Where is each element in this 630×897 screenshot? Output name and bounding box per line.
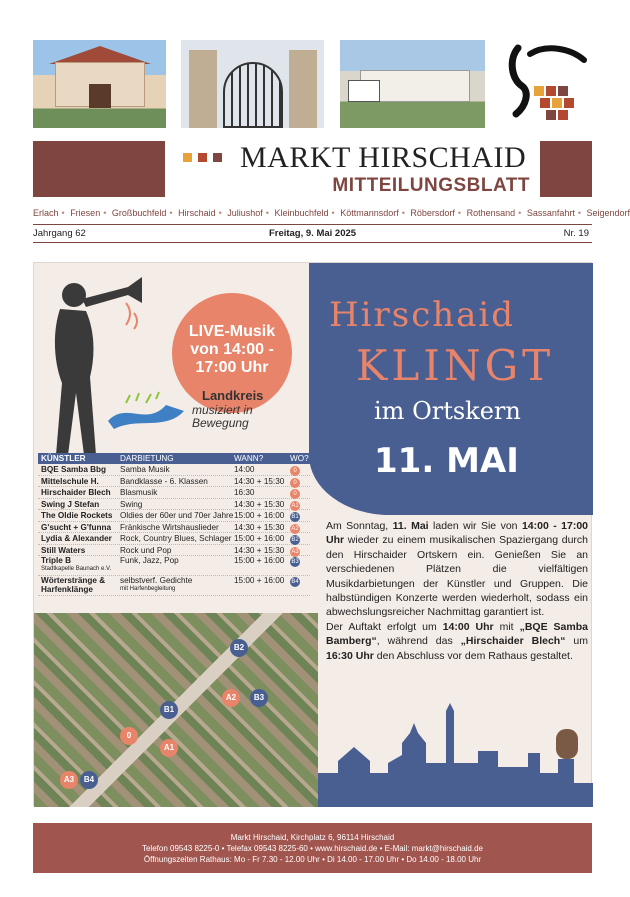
cell-time: 15:00 + 16:00 (234, 556, 285, 565)
act-subline: mit Harfenbegleitung (120, 586, 176, 592)
footer-contact (33, 823, 592, 873)
cell-time: 15:00 + 16:00 (234, 576, 285, 585)
location-badge: A1 (291, 502, 299, 509)
cell-act: Samba Musik (120, 465, 170, 474)
location-badge: B1 (291, 514, 299, 520)
village: Sassanfahrt (526, 208, 575, 218)
landkreis-sub-2: Bewegung (192, 416, 249, 430)
text-run-bold: 16:30 Uhr (326, 649, 374, 662)
text-run-bold: 11. Mai (392, 520, 429, 532)
issue-date: Freitag, 9. Mai 2025 (268, 228, 357, 239)
live-line-3: 17:00 Uhr (195, 359, 269, 376)
accent-square-1 (183, 153, 192, 162)
text-run-bold: 14:00 - 17:00 Uhr (326, 520, 588, 547)
cell-artist (38, 556, 120, 575)
table-row (38, 499, 310, 511)
program-table-header (38, 453, 310, 464)
map-marker: A2 (222, 689, 240, 707)
map-marker: B3 (250, 689, 268, 707)
map-marker: B1 (160, 701, 178, 719)
cell-artist: Hirschaider Blech (41, 488, 111, 497)
text-run: Am Sonntag, (326, 520, 393, 532)
table-row (38, 464, 310, 476)
landkreis-sub-1: musiziert in (192, 403, 253, 417)
trumpeter-silhouette-icon (42, 273, 152, 463)
cell-time: 16:30 (234, 488, 255, 497)
table-row (38, 545, 310, 557)
cell-time: 14:00 (234, 465, 255, 474)
poster-headline-2: KLINGT (356, 341, 555, 390)
text-run-bold: „BQE Samba Bamberg“ (326, 620, 588, 648)
table-row (38, 576, 310, 596)
text-run: den Abschluss vor dem Rathaus gestaltet. (373, 649, 573, 662)
location-badge: B3 (291, 559, 299, 565)
location-badge: A3 (291, 548, 299, 555)
map-marker: 0 (120, 727, 138, 745)
table-row (38, 522, 310, 534)
cell-artist: BQE Samba Bbg (41, 465, 107, 474)
map-marker: B4 (80, 771, 98, 789)
location-badge: 0 (290, 478, 300, 488)
cell-act: Fränkische Wirtshauslieder (120, 522, 219, 532)
table-row (38, 510, 310, 522)
artist-subline: Harfenklänge (41, 585, 93, 594)
col-artist: KÜNSTLER (41, 454, 86, 463)
landkreis-title: Landkreis (202, 388, 264, 403)
text-run: mit (493, 620, 520, 633)
accent-squares (183, 153, 222, 162)
text-run-bold: 14:00 Uhr (442, 620, 494, 633)
col-time: WANN? (234, 454, 264, 463)
village: Rothensand (466, 208, 516, 218)
cell-act: Bandklasse - 6. Klassen (120, 476, 208, 486)
cell-act (120, 576, 234, 595)
title-bar-right (540, 141, 592, 197)
program-table (38, 453, 310, 596)
text-run: Der Auftakt erfolgt um (326, 620, 443, 633)
sign-shape (348, 80, 380, 102)
gate-post-right (289, 50, 317, 128)
accent-square-3 (213, 153, 222, 162)
cell-artist: G'sucht + G'funna (41, 522, 112, 532)
text-run: um (565, 635, 588, 648)
photo-gate (181, 40, 324, 128)
live-line-2: von 14:00 - (190, 341, 274, 358)
landkreis-logo-icon (106, 391, 186, 431)
footer-contact-line: Telefon 09543 8225-0 • Telefax 09543 8225-60 • www.hirschaid.de • E-Mail: markt@hirschaid.de (141, 844, 483, 853)
cell-time: 15:00 + 16:00 (234, 534, 285, 543)
location-badge: B2 (291, 537, 299, 543)
cell-act: Swing (120, 499, 143, 509)
village: Hirschaid (178, 208, 216, 218)
village: Seigendorf (586, 208, 630, 218)
text-run: , während das (376, 635, 461, 648)
village: Erlach (33, 208, 59, 218)
landkreis-subtitle (192, 404, 253, 430)
photo-modern-building (340, 40, 485, 128)
cell-artist (38, 576, 120, 595)
footer-opening-hours: Öffnungszeiten Rathaus: Mo - Fr 7.30 - 12.00 Uhr • Di 14.00 - 17.00 Uhr • Do 14.00 - 18.00 Uhr (143, 855, 482, 864)
cell-act: Funk, Jazz, Pop (120, 556, 179, 565)
map-marker: A1 (160, 739, 178, 757)
cell-artist: Swing J Stefan (41, 499, 100, 509)
title-bar-left (33, 141, 165, 197)
iron-gate (223, 62, 283, 128)
village: Köttmannsdorf (340, 208, 399, 218)
location-badge: A2 (291, 525, 299, 532)
text-run: laden wir Sie von (428, 520, 522, 532)
artist-subline: Stadtkapelle Baunach e.V. (41, 566, 112, 572)
text-run: wieder zu einem musikalischen Spaziergang durch den Hirschaider Ortskern ein. Genießen Sie an verschiedenen Plätzen die vielfältigen Musikdarbietungen der Künstler und Gruppen. Die halbstündigen Konzerte werden wiederholt, sodass ein abwechslungsreicher Nachmittag garantiert ist. (326, 534, 588, 619)
accent-square-2 (198, 153, 207, 162)
town-skyline-icon (318, 703, 593, 807)
cell-act: Rock und Pop (120, 545, 172, 555)
paragraph-1 (326, 519, 588, 620)
hirschaid-logo-icon (500, 40, 592, 128)
cell-time: 14:30 + 15:30 (234, 476, 285, 486)
cell-time: 14:30 + 15:30 (234, 545, 285, 555)
cell-artist: Mittelschule H. (41, 476, 99, 486)
text-run-bold: „Hirschaider Blech“ (460, 635, 566, 648)
poster-headline-1: Hirschaid (329, 295, 516, 335)
issue-volume: Jahrgang 62 (33, 228, 86, 239)
cell-time: 14:30 + 15:30 (234, 499, 285, 509)
photo-town-hall (33, 40, 166, 128)
col-loc: WO? (290, 454, 309, 463)
artist-name: Wörterstränge & (41, 576, 106, 585)
event-description (326, 519, 588, 663)
cell-act: Blasmusik (120, 488, 158, 497)
cell-artist: The Oldie Rockets (41, 511, 113, 520)
footer-address: Markt Hirschaid, Kirchplatz 6, 96114 Hirschaid (230, 833, 395, 842)
table-row (38, 533, 310, 545)
village: Röbersdorf (410, 208, 455, 218)
masthead-subtitle: MITTEILUNGSBLATT (332, 175, 530, 196)
masthead-title: MARKT HIRSCHAID (240, 141, 527, 174)
poster-headline-3: im Ortskern (374, 397, 521, 425)
village-list: Erlach • Friesen • Großbuchfeld • Hirschaid • Juliushof • Kleinbuchfeld • Köttmannsdorf • Röbersdorf • Rothensand • Sassanfahrt • Seigendorf (33, 208, 630, 218)
act-name: selbstverf. Gedichte (120, 576, 193, 585)
gate-post-left (189, 50, 217, 128)
paragraph-2 (326, 620, 588, 663)
location-badge: 0 (290, 489, 300, 499)
village: Großbuchfeld (111, 208, 167, 218)
village: Kleinbuchfeld (274, 208, 329, 218)
table-row (38, 487, 310, 499)
table-row (38, 556, 310, 576)
artist-name: Triple B (41, 556, 72, 565)
village: Juliushof (227, 208, 263, 218)
poster-event-date: 11. MAI (374, 441, 519, 481)
location-badge: 0 (290, 466, 300, 476)
cell-time: 14:30 + 15:30 (234, 522, 285, 532)
event-poster (33, 262, 592, 806)
village: Friesen (70, 208, 101, 218)
cell-time: 15:00 + 16:00 (234, 511, 285, 520)
cell-artist: Lydia & Alexander (41, 534, 112, 543)
divider-bottom (33, 242, 592, 243)
cell-artist: Still Waters (41, 545, 86, 555)
door-shape (89, 84, 111, 108)
col-act: DARBIETUNG (120, 454, 174, 463)
map-marker: A3 (60, 771, 78, 789)
live-line-1: LIVE-Musik (188, 323, 276, 340)
table-row (38, 476, 310, 488)
aerial-map (34, 613, 318, 807)
map-marker: B2 (230, 639, 248, 657)
location-badge: B4 (291, 579, 299, 585)
cell-act: Rock, Country Blues, Schlager (120, 534, 232, 543)
divider-top (33, 224, 592, 225)
issue-number: Nr. 19 (563, 228, 589, 239)
cell-act: Oldies der 60er und 70er Jahre (120, 511, 234, 520)
